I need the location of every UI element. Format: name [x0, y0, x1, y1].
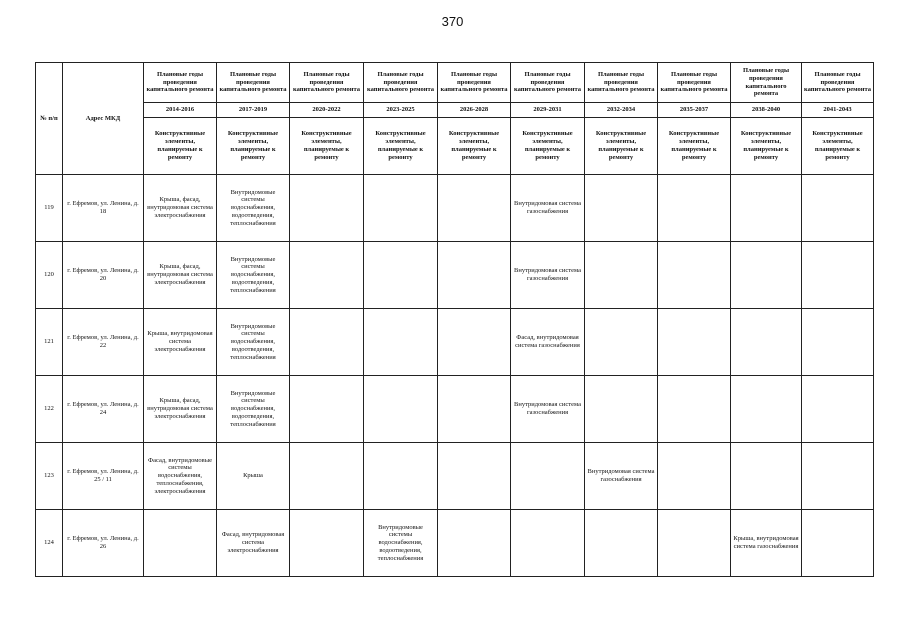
- header-desc: Конструктивные элементы, планируемые к ремонту: [802, 118, 874, 175]
- row-number: 119: [36, 175, 63, 242]
- table-row: [36, 175, 874, 242]
- table-row: [36, 510, 874, 577]
- table-row: [36, 242, 874, 309]
- header-desc: Конструктивные элементы, планируемые к ремонту: [731, 118, 802, 175]
- repair-elements-cell: [290, 309, 364, 376]
- repair-elements-cell: Внутридомовые системы водоснабжения, водоотведения, теплоснабжения: [217, 376, 290, 443]
- header-period-title: Плановые годы проведения капитального ремонта: [217, 63, 290, 103]
- header-period-title: Плановые годы проведения капитального ремонта: [438, 63, 511, 103]
- header-desc: Конструктивные элементы, планируемые к ремонту: [144, 118, 217, 175]
- header-desc: Конструктивные элементы, планируемые к ремонту: [364, 118, 438, 175]
- table-row: [36, 376, 874, 443]
- header-period-title: Плановые годы проведения капитального ремонта: [802, 63, 874, 103]
- header-period-title: Плановые годы проведения капитального ремонта: [290, 63, 364, 103]
- repair-elements-cell: Фасад, внутридомовая система электроснабжения: [217, 510, 290, 577]
- repair-elements-cell: [802, 242, 874, 309]
- repair-elements-cell: [585, 175, 658, 242]
- header-years: 2038-2040: [731, 103, 802, 118]
- header-years: 2032-2034: [585, 103, 658, 118]
- row-address: г. Ефремов, ул. Ленина, д. 26: [63, 510, 144, 577]
- repair-elements-cell: Крыша, фасад, внутридомовая система электроснабжения: [144, 376, 217, 443]
- repair-elements-cell: Внутридомовые системы водоснабжения, водоотведения, теплоснабжения: [217, 175, 290, 242]
- header-period-title: Плановые годы проведения капитального ремонта: [511, 63, 585, 103]
- repair-elements-cell: [511, 443, 585, 510]
- row-number: 122: [36, 376, 63, 443]
- header-years: 2029-2031: [511, 103, 585, 118]
- repair-elements-cell: Внутридомовая система газоснабжения: [511, 175, 585, 242]
- header-desc: Конструктивные элементы, планируемые к ремонту: [658, 118, 731, 175]
- repair-elements-cell: [802, 510, 874, 577]
- row-number: 124: [36, 510, 63, 577]
- repair-elements-cell: Внутридомовые системы водоснабжения, водоотведения, теплоснабжения: [217, 309, 290, 376]
- header-num: № п/п: [36, 63, 63, 175]
- repair-elements-cell: [438, 443, 511, 510]
- repair-elements-cell: [585, 309, 658, 376]
- capital-repair-table: [35, 62, 874, 577]
- row-number: 120: [36, 242, 63, 309]
- header-desc: Конструктивные элементы, планируемые к ремонту: [585, 118, 658, 175]
- repair-elements-cell: [731, 242, 802, 309]
- repair-elements-cell: [290, 443, 364, 510]
- page-number: 370: [441, 14, 464, 29]
- repair-elements-cell: [290, 376, 364, 443]
- header-period-title: Плановые годы проведения капитального ремонта: [144, 63, 217, 103]
- repair-elements-cell: [438, 309, 511, 376]
- repair-elements-cell: [585, 242, 658, 309]
- repair-elements-cell: [731, 175, 802, 242]
- repair-elements-cell: [658, 175, 731, 242]
- repair-elements-cell: [802, 309, 874, 376]
- repair-elements-cell: Крыша, внутридомовая система электроснабжения: [144, 309, 217, 376]
- repair-elements-cell: [364, 443, 438, 510]
- repair-elements-cell: [658, 376, 731, 443]
- header-row-periods: [36, 63, 874, 103]
- repair-elements-cell: [290, 510, 364, 577]
- repair-elements-cell: [731, 376, 802, 443]
- header-years: 2035-2037: [658, 103, 731, 118]
- repair-elements-cell: Крыша: [217, 443, 290, 510]
- header-desc: Конструктивные элементы, планируемые к ремонту: [438, 118, 511, 175]
- repair-elements-cell: [364, 376, 438, 443]
- header-row-description: [36, 118, 874, 175]
- repair-elements-cell: Внутридомовая система газоснабжения: [511, 242, 585, 309]
- header-row-years: [36, 103, 874, 118]
- header-period-title: Плановые годы проведения капитального ремонта: [585, 63, 658, 103]
- repair-elements-cell: Внутридомовая система газоснабжения: [511, 376, 585, 443]
- repair-elements-cell: [802, 175, 874, 242]
- row-address: г. Ефремов, ул. Ленина, д. 22: [63, 309, 144, 376]
- header-address: Адрес МКД: [63, 63, 144, 175]
- header-desc: Конструктивные элементы, планируемые к ремонту: [217, 118, 290, 175]
- repair-elements-cell: [511, 510, 585, 577]
- header-period-title: Плановые годы проведения капитального ремонта: [658, 63, 731, 103]
- repair-elements-cell: Крыша, фасад, внутридомовая система электроснабжения: [144, 175, 217, 242]
- repair-elements-cell: [364, 175, 438, 242]
- header-period-title: Плановые годы проведения капитального ремонта: [364, 63, 438, 103]
- repair-elements-cell: [438, 510, 511, 577]
- repair-elements-cell: [144, 510, 217, 577]
- repair-elements-cell: [585, 510, 658, 577]
- header-desc: Конструктивные элементы, планируемые к ремонту: [511, 118, 585, 175]
- row-address: г. Ефремов, ул. Ленина, д. 25 / 11: [63, 443, 144, 510]
- repair-elements-cell: Внутридомовые системы водоснабжения, водоотведения, теплоснабжения: [364, 510, 438, 577]
- header-years: 2017-2019: [217, 103, 290, 118]
- header-years: 2023-2025: [364, 103, 438, 118]
- repair-elements-cell: Внутридомовые системы водоснабжения, водоотведения, теплоснабжения: [217, 242, 290, 309]
- row-address: г. Ефремов, ул. Ленина, д. 20: [63, 242, 144, 309]
- repair-elements-cell: [364, 242, 438, 309]
- repair-elements-cell: [658, 242, 731, 309]
- repair-elements-cell: [731, 309, 802, 376]
- repair-elements-cell: [364, 309, 438, 376]
- repair-elements-cell: [658, 510, 731, 577]
- header-years: 2020-2022: [290, 103, 364, 118]
- table-row: [36, 443, 874, 510]
- repair-elements-cell: Крыша, фасад, внутридомовая система электроснабжения: [144, 242, 217, 309]
- header-period-title: Плановые годы проведения капитального ремонта: [731, 63, 802, 103]
- repair-elements-cell: [585, 376, 658, 443]
- repair-elements-cell: Внутридомовая система газоснабжения: [585, 443, 658, 510]
- repair-elements-cell: [438, 175, 511, 242]
- header-desc: Конструктивные элементы, планируемые к ремонту: [290, 118, 364, 175]
- repair-elements-cell: [802, 443, 874, 510]
- repair-elements-cell: [438, 242, 511, 309]
- repair-elements-cell: [658, 443, 731, 510]
- table-row: [36, 309, 874, 376]
- row-address: г. Ефремов, ул. Ленина, д. 18: [63, 175, 144, 242]
- repair-elements-cell: Крыша, внутридомовая система газоснабжения: [731, 510, 802, 577]
- repair-elements-cell: [290, 242, 364, 309]
- repair-elements-cell: Фасад, внутридомовые системы водоснабжения, теплоснабжения, электроснабжения: [144, 443, 217, 510]
- repair-elements-cell: [290, 175, 364, 242]
- header-years: 2041-2043: [802, 103, 874, 118]
- repair-elements-cell: Фасад, внутридомовая система газоснабжения: [511, 309, 585, 376]
- repair-elements-cell: [802, 376, 874, 443]
- repair-elements-cell: [658, 309, 731, 376]
- row-number: 121: [36, 309, 63, 376]
- header-years: 2026-2028: [438, 103, 511, 118]
- repair-elements-cell: [731, 443, 802, 510]
- row-number: 123: [36, 443, 63, 510]
- row-address: г. Ефремов, ул. Ленина, д. 24: [63, 376, 144, 443]
- header-years: 2014-2016: [144, 103, 217, 118]
- repair-elements-cell: [438, 376, 511, 443]
